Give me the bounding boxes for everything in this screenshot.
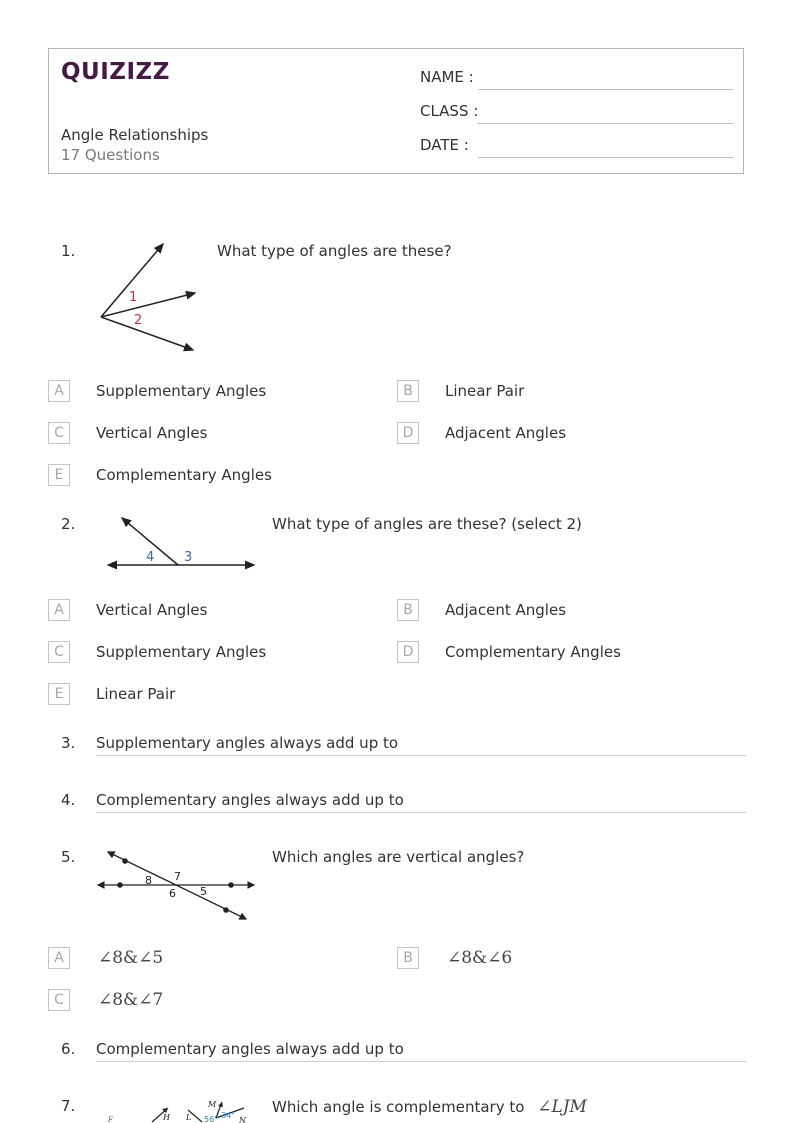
question-4-answer-line[interactable] <box>96 812 746 813</box>
angle-label-8: 8 <box>145 874 152 887</box>
q5-option-b-text: ∠8&∠6 <box>447 948 513 968</box>
question-3-text: Supplementary angles always add up to <box>96 734 399 752</box>
question-1-number: 1. <box>61 242 76 260</box>
worksheet-title: Angle Relationships <box>61 126 209 144</box>
q1-option-e-text: Complementary Angles <box>96 466 272 484</box>
q5-option-a-box[interactable]: A <box>48 947 70 969</box>
q2-option-c-text: Supplementary Angles <box>96 643 267 661</box>
q1-option-d-box[interactable]: D <box>397 422 419 444</box>
transversal-upper <box>108 852 176 885</box>
angle-56-label: 56° <box>204 1115 219 1123</box>
q1-option-a-box[interactable]: A <box>48 380 70 402</box>
angle-label-5: 5 <box>200 885 207 898</box>
question-6-answer-line[interactable] <box>96 1061 746 1062</box>
q5-option-c-box[interactable]: C <box>48 989 70 1011</box>
q2-option-a-box[interactable]: A <box>48 599 70 621</box>
q1-option-a-text: Supplementary Angles <box>96 382 267 400</box>
question-2-text: What type of angles are these? (select 2) <box>272 515 582 533</box>
question-3-answer-line[interactable] <box>96 755 746 756</box>
q1-option-d-text: Adjacent Angles <box>445 424 567 442</box>
question-3-number: 3. <box>61 734 76 752</box>
question-5-figure <box>96 848 258 924</box>
date-label: DATE : <box>420 136 469 154</box>
question-5-text: Which angles are vertical angles? <box>272 848 525 866</box>
q1-option-e-box[interactable]: E <box>48 464 70 486</box>
point-label-l: L <box>186 1113 192 1122</box>
angle-label-7: 7 <box>174 870 181 883</box>
q1-option-c-text: Vertical Angles <box>96 424 208 442</box>
question-6-number: 6. <box>61 1040 76 1058</box>
class-line[interactable] <box>478 123 733 124</box>
transversal-lower <box>176 885 246 919</box>
q2-option-b-text: Adjacent Angles <box>445 601 567 619</box>
angle-label-3: 3 <box>184 550 193 565</box>
q2-option-b-box[interactable]: B <box>397 599 419 621</box>
question-5-number: 5. <box>61 848 76 866</box>
point-label-m: M <box>208 1100 217 1109</box>
q2-option-d-box[interactable]: D <box>397 641 419 663</box>
question-2-figure <box>100 512 260 574</box>
point-label-f: F <box>108 1116 113 1123</box>
date-line[interactable] <box>478 157 733 158</box>
name-line[interactable] <box>478 89 733 90</box>
q1-option-b-box[interactable]: B <box>397 380 419 402</box>
question-1-figure <box>95 238 205 358</box>
ray-middle <box>101 293 195 317</box>
q1-option-b-text: Linear Pair <box>445 382 525 400</box>
angle-label-4: 4 <box>146 550 155 565</box>
q2-option-e-box[interactable]: E <box>48 683 70 705</box>
q2-option-d-text: Complementary Angles <box>445 643 621 661</box>
q2-option-a-text: Vertical Angles <box>96 601 208 619</box>
point-lower <box>223 907 229 913</box>
angle-label-1: 1 <box>129 290 138 305</box>
point-upper <box>122 858 128 864</box>
question-7-figure <box>104 1096 250 1123</box>
q5-option-a-text: ∠8&∠5 <box>98 948 164 968</box>
angle-label-2: 2 <box>134 313 143 328</box>
point-right <box>228 882 234 888</box>
question-4-number: 4. <box>61 791 76 809</box>
q2-option-e-text: Linear Pair <box>96 685 176 703</box>
angle-34-label: 34° <box>221 1111 236 1120</box>
question-count: 17 Questions <box>61 146 160 164</box>
question-2-number: 2. <box>61 515 76 533</box>
q5-option-b-box[interactable]: B <box>397 947 419 969</box>
q1-option-c-box[interactable]: C <box>48 422 70 444</box>
question-6-text: Complementary angles always add up to <box>96 1040 404 1058</box>
question-7-number: 7. <box>61 1097 76 1115</box>
q2-option-c-box[interactable]: C <box>48 641 70 663</box>
ray-lower <box>101 317 193 350</box>
point-label-h: H <box>163 1113 170 1122</box>
question-4-text: Complementary angles always add up to <box>96 791 404 809</box>
question-7-text <box>272 1097 587 1117</box>
question-7-text-main: Which angle is complementary to <box>272 1098 525 1116</box>
class-label: CLASS : <box>420 102 479 120</box>
question-7-math: ∠LJM <box>537 1097 587 1117</box>
ray-upper <box>101 244 163 317</box>
point-label-n: N <box>239 1116 246 1123</box>
q5-option-c-text: ∠8&∠7 <box>98 990 164 1010</box>
point-left <box>117 882 123 888</box>
worksheet-header <box>48 48 744 174</box>
angle-label-6: 6 <box>169 887 176 900</box>
quizizz-logo: QUIZIZZ <box>61 59 170 85</box>
name-label: NAME : <box>420 68 474 86</box>
question-1-text: What type of angles are these? <box>217 242 452 260</box>
